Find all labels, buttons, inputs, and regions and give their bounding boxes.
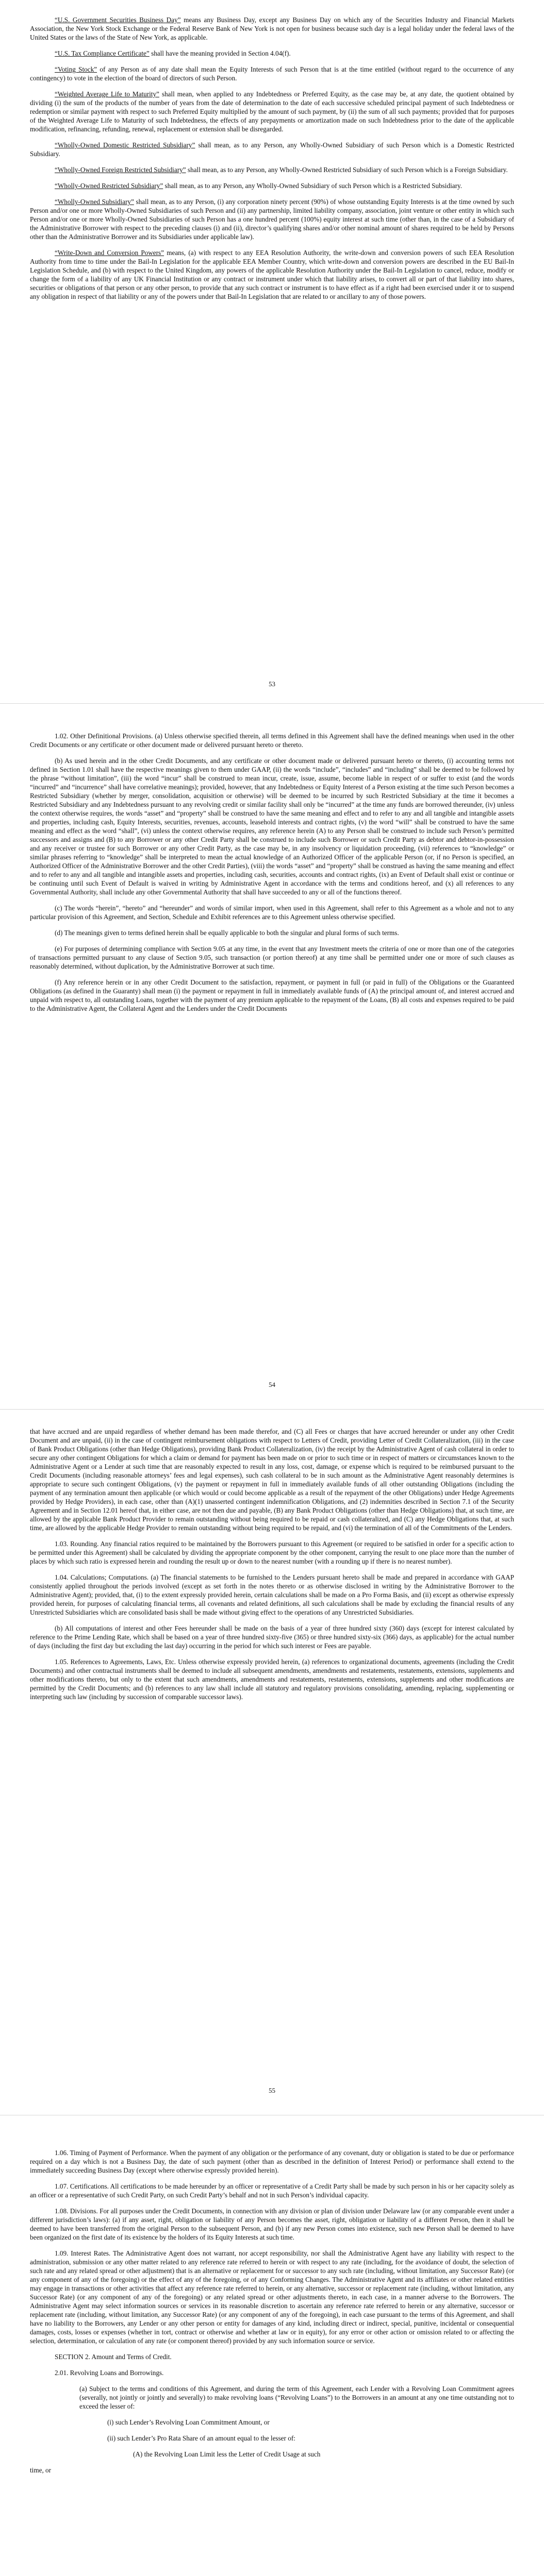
section-paragraph: (c) The words “herein”, “hereto” and “hereunder” and words of similar import, when used in this Agreement, shall refer to this Agreement as a whole and not to any particular provision of this Agreement, and Section, Schedule and Exhibit references are to this Agreement unless otherwise specified.	[30, 904, 514, 921]
section-paragraph: that have accrued and are unpaid regardless of whether demand has been made therefor, and (C) all Fees or charges that have accrued hereunder or under any other Credit Document and are unpaid, (ii) in the case of contingent reimbursement obligations with respect to Letters of Credit, providing Letter of Credit Collateralization, (iii) in the case of Bank Product Obligations (other than Hedge Obligations), providing Bank Product Collateralization, (iv) the receipt by the Administrative Agent of cash collateral in order to secure any other contingent Obligations for which a claim or demand for payment has been made on or prior to such time or in respect of matters or circumstances known to the Administrative Agent or a Lender at such time that are reasonably expected to result in any loss, cost, damage, or expense which is required to be reimbursed pursuant to the Credit Documents (including reasonable attorneys’ fees and legal expenses), such cash collateral to be in such amount as the Administrative Agent reasonably determines is appropriate to secure such contingent Obligations, (v) the payment or repayment in full in immediately available funds of all other outstanding Obligations (including the payment of any termination amount then applicable (or which would or could become applicable as a result of the repayment of the other Obligations) under Hedge Agreements provided by Hedge Providers), in each case, other than (A)(1) unasserted contingent indemnification Obligations, and (2) indemnities described in Section 7.1 of the Security Agreement and in Section 12.01 hereof that, in either case, are not then due and payable, (B) any Bank Product Obligations (other than Hedge Obligations) that, at such time, are allowed by the applicable Bank Product Provider to remain outstanding without being required to be repaid or cash collateralized, and (C) any Hedge Obligations that, at such time, are allowed by the applicable Hedge Provider to remain outstanding without being required to be repaid, and (vi) the termination of all of the Commitments of the Lenders.	[30, 1428, 514, 1532]
page-56	[0, 2117, 544, 2576]
section-paragraph: (b) As used herein and in the other Credit Documents, and any certificate or other document made or delivered pursuant hereto or thereto, (i) accounting terms not defined in Section 1.01 shall have the respective meanings given to them under GAAP, (ii) the words “include”, “includes” and “including” shall be deemed to be followed by the phrase “without limitation”, (iii) the word “incur” shall be construed to mean incur, create, issue, assume, become liable in respect of or suffer to exist (and the words “incurred” and “incurrence” shall have correlative meanings); provided, however, that any Indebtedness or Equity Interest of a Person existing at the time such Person becomes a Restricted Subsidiary (whether by merger, consolidation, acquisition or otherwise) will be deemed to be incurred by such Restricted Subsidiary at the time it becomes a Restricted Subsidiary and any Indebtedness pursuant to any revolving credit or similar facility shall only be “incurred” at the time any funds are borrowed thereunder, (iv) unless the context otherwise requires, the words “asset” and “property” shall be construed to have the same meaning and effect and to refer to any and all tangible and intangible assets and properties, including cash, Equity Interests, securities, revenues, accounts, leasehold interests and contract rights, (v) the word “will” shall be construed to have the same meaning and effect as the word “shall”, (vi) unless the context otherwise requires, any reference herein (A) to any Person shall be construed to include such Person’s permitted successors and assigns and (B) to any Borrower or any other Credit Party shall be construed to include such Borrower or such Credit Party as debtor and debtor-in-possession and any receiver or trustee for such Borrower or any other Credit Party, as the case may be, in any insolvency or liquidation proceeding, (vii) references to “knowledge” or similar phrases referring to “knowledge” shall be interpreted to mean the actual knowledge of an Authorized Officer of the applicable Person (or, if no Person is specified, an Authorized Officer of the Administrative Borrower and the other Credit Parties), (viii) the words “asset” and “property” shall be construed as having the same meaning and effect and to refer to any and all tangible and intangible assets and properties, including cash, securities, accounts and contract rights, (ix) an Event of Default shall exist or continue or be continuing until such Event of Default is waived in writing by Administrative Agent in accordance with the terms and conditions hereof, and (x) all references to any Governmental Authority, shall include any other Governmental Authority that shall have succeeded to any or all of the functions thereof.	[30, 757, 514, 896]
page-54	[0, 706, 544, 1406]
section-paragraph: 1.03. Rounding. Any financial ratios required to be maintained by the Borrowers pursuant to this Agreement (or required to be satisfied in order for a specific action to be permitted under this Agreement) shall be calculated by dividing the appropriate component by the other component, carrying the result to one place more than the number of places by which such ratio is expressed herein and rounding the result up or down to the nearest number (with a rounding up if there is no nearest number).	[30, 1540, 514, 1565]
list-item: (ii) such Lender’s Pro Rata Share of an amount equal to the lesser of:	[107, 2434, 295, 2442]
section-heading: SECTION 2. Amount and Terms of Credit.	[55, 2353, 172, 2361]
section-paragraph: 1.02. Other Definitional Provisions. (a) Unless otherwise specified therein, all terms defined in this Agreement shall have the defined meanings when used in the other Credit Documents or any certificate or other document made or delivered pursuant hereto or thereto.	[30, 732, 514, 749]
section-paragraph: 1.04. Calculations; Computations. (a) The financial statements to be furnished to the Lenders pursuant hereto shall be made and prepared in accordance with GAAP consistently applied throughout the periods involved (except as set forth in the notes thereto or as otherwise disclosed in writing by the Administrative Borrower to the Administrative Agent); provided, that, (i) to the extent expressly provided herein, certain calculations shall be made on a Pro Forma Basis, and (ii) except as otherwise expressly provided herein, for purposes of calculating financial terms, all covenants and related definitions, all such calculations shall be made by excluding the financial results of any Unrestricted Subsidiaries which are consolidated basis shall be made without giving effect to the operations of any Unrestricted Subsidiaries.	[30, 1573, 514, 1616]
list-item: (A) the Revolving Loan Limit less the Letter of Credit Usage at such	[133, 2450, 321, 2458]
page-number: 54	[269, 1381, 275, 1388]
definition-paragraph: “Wholly-Owned Foreign Restricted Subsidiary” shall mean, as to any Person, any Wholly-Owned Restricted Subsidiary of such Person which is a Foreign Subsidiary.	[55, 166, 508, 174]
section-paragraph: (d) The meanings given to terms defined herein shall be equally applicable to both the singular and plural forms of such terms.	[55, 929, 399, 937]
section-paragraph: 1.09. Interest Rates. The Administrative Agent does not warrant, nor accept responsibility, nor shall the Administrative Agent have any liability with respect to the administration, submission or any other matter related to any reference rate referred to herein or with respect to any rate (including, for the avoidance of doubt, the selection of such rate and any related spread or other adjustment) that is an alternative or replacement for or successor to any such rate (including, without limitation, any Successor Rate) (or any component of any of the foregoing) or the effect of any of the foregoing, or of any Conforming Changes. The Administrative Agent and its affiliates or other related entities may engage in transactions or other activities that affect any reference rate referred to herein, or any alternative, successor or replacement rate (including, without limitation, any Successor Rate) (or any component of any of the foregoing) or any related spread or other adjustments thereto, in each case, in a manner adverse to the Borrowers. The Administrative Agent may select information sources or services in its reasonable discretion to ascertain any reference rate referred to herein or any alternative, successor or replacement rate (including, without limitation, any Successor Rate) (or any component of any of the foregoing), in each case pursuant to the terms of this Agreement, and shall have no liability to the Borrowers, any Lender or any other person or entity for damages of any kind, including direct or indirect, special, punitive, incidental or consequential damages, costs, losses or expenses (whether in tort, contract or otherwise and whether at law or in equity), for any error or other action or omission related to or affecting the selection, determination, or calculation of any rate (or component thereof) provided by any such information source or service.	[30, 2249, 514, 2345]
sub-heading: 2.01. Revolving Loans and Borrowings.	[55, 2369, 164, 2377]
definition-paragraph: “Wholly-Owned Restricted Subsidiary” shall mean, as to any Person, any Wholly-Owned Subsidiary of such Person which is a Restricted Subsidiary.	[55, 182, 463, 190]
section-paragraph: (e) For purposes of determining compliance with Section 9.05 at any time, in the event that any Investment meets the criteria of one or more than one of the categories of transactions permitted pursuant to any clause of Section 9.05, such transaction (or portion thereof) at any time shall be permitted under one or more of such clauses as reasonably determined, without duplication, by the Administrative Borrower at such time.	[30, 945, 514, 970]
definition-paragraph: “Weighted Average Life to Maturity” shall mean, when applied to any Indebtedness or Preferred Equity, as the case may be, at any date, the quotient obtained by dividing (i) the sum of the products of the number of years from the date of determination to the date of each successive scheduled principal payment of such Indebtedness or redemption or similar payment with respect to such Preferred Equity multiplied by the amount of such payment, by (ii) the sum of all such payments; provided that for purposes of the Weighted Average Life to Maturity of such Indebtedness, the effects of any prepayments or amortization made on such Indebtedness prior to the date of the applicable modification, refinancing, refunding, renewal, replacement or extension shall be disregarded.	[30, 90, 514, 133]
definition-paragraph: “U.S. Tax Compliance Certificate” shall have the meaning provided in Section 4.04(f).	[55, 49, 291, 57]
section-paragraph: 1.07. Certifications. All certifications to be made hereunder by an officer or representative of a Credit Party shall be made by such person in his or her capacity solely as an officer or a representative of such Credit Party, on such Credit Party’s behalf and not in such Person’s individual capacity.	[30, 2182, 514, 2199]
list-item: (i) such Lender’s Revolving Loan Commitment Amount, or	[107, 2418, 270, 2426]
page-separator	[0, 1409, 544, 1410]
page-53	[0, 0, 544, 701]
section-paragraph: 1.08. Divisions. For all purposes under the Credit Documents, in connection with any division or plan of division under Delaware law (or any comparable event under a different jurisdiction’s laws): (a) if any asset, right, obligation or liability of any Person becomes the asset, right, obligation or liability of a different Person, then it shall be deemed to have been transferred from the original Person to the subsequent Person, and (b) if any new Person comes into existence, such new Person shall be deemed to have been organized on the first date of its existence by the holders of its Equity Interests at such time.	[30, 2207, 514, 2241]
definition-paragraph: “Voting Stock” of any Person as of any date shall mean the Equity Interests of such Person that is at the time entitled (without regard to the occurrence of any contingency) to vote in the election of the board of directors of such Person.	[30, 65, 514, 82]
definition-paragraph: “Wholly-Owned Subsidiary” shall mean, as to any Person, (i) any corporation ninety percent (90%) of whose outstanding Equity Interests is at the time owned by such Person and/or one or more Wholly-Owned Subsidiaries of such Person and (ii) any partnership, limited liability company, association, joint venture or other entity in which such Person and/or one or more Wholly-Owned Subsidiaries of such Person has a one hundred percent (100%) equity interest at such time (other than, in the case of a Subsidiary of the Administrative Borrower with respect to the preceding clauses (i) and (ii), director’s qualifying shares and/or other nominal amount of shares required to be held by Persons other than the Administrative Borrower and its Subsidiaries under applicable law).	[30, 198, 515, 241]
section-paragraph: (a) Subject to the terms and conditions of this Agreement, and during the term of this Agreement, each Lender with a Revolving Loan Commitment agrees (severally, not jointly or jointly and severally) to make revolving loans (“Revolving Loans”) to the Borrowers in an amount at any one time outstanding not to exceed the lesser of:	[79, 2385, 514, 2410]
definition-paragraph: “Write-Down and Conversion Powers” means, (a) with respect to any EEA Resolution Authority, the write-down and conversion powers of such EEA Resolution Authority from time to time under the Bail-In Legislation for the applicable EEA Member Country, which write-down and conversion powers are described in the EU Bail-In Legislation Schedule, and (b) with respect to the United Kingdom, any powers of the applicable Resolution Authority under the Bail-In Legislation to cancel, reduce, modify or change the form of a liability of any UK Financial Institution or any contract or instrument under which that liability arises, to convert all or part of that liability into shares, securities or obligations of that person or any other person, to provide that any such contract or instrument is to have effect as if a right had been exercised under it or to suspend any obligation in respect of that liability or any of the powers under that Bail-In Legislation that are related to or ancillary to any of those powers.	[30, 249, 515, 300]
continuation-text: time, or	[30, 2466, 52, 2474]
page-55	[0, 1412, 544, 2112]
section-paragraph: (b) All computations of interest and other Fees hereunder shall be made on the basis of a year of three hundred sixty (360) days (except for interest calculated by reference to the Prime Lending Rate, which shall be based on a year of three hundred sixty-five (365) or three hundred sixty-six (366) days, as applicable) for the actual number of days (including the first day but excluding the last day) occurring in the period for which such interest or Fees are payable.	[30, 1624, 514, 1650]
section-paragraph: 1.05. References to Agreements, Laws, Etc. Unless otherwise expressly provided herein, (a) references to organizational documents, agreements (including the Credit Documents) and other contractual instruments shall be deemed to include all subsequent amendments, amendments and restatements, restatements, extensions, supplements and other modifications thereto, but only to the extent that such amendments, amendments and restatements, restatements, extensions, supplements and other modifications are permitted by the Credit Documents; and (b) references to any law shall include all statutory and regulatory provisions consolidating, amending, replacing, supplementing or interpreting such law (including by succession of comparable successor laws).	[30, 1658, 514, 1701]
page-number: 53	[269, 680, 275, 688]
section-paragraph: 1.06. Timing of Payment of Performance. When the payment of any obligation or the performance of any covenant, duty or obligation is stated to be due or performance required on a day which is not a Business Day, the date of such payment (other than as described in the definition of Interest Period) or performance shall extend to the immediately succeeding Business Day (except where otherwise expressly provided herein).	[30, 2149, 514, 2174]
definition-paragraph: “U.S. Government Securities Business Day” means any Business Day, except any Business Day on which any of the Securities Industry and Financial Markets Association, the New York Stock Exchange or the Federal Reserve Bank of New York is not open for business because such day is a legal holiday under the federal laws of the United States or the laws of the State of New York, as applicable.	[30, 16, 514, 41]
page-separator	[0, 703, 544, 704]
page-number: 55	[269, 2087, 275, 2094]
section-paragraph: (f) Any reference herein or in any other Credit Document to the satisfaction, repayment, or payment in full (or paid in full) of the Obligations or the Guaranteed Obligations (as defined in the Guaranty) shall mean (i) the payment or repayment in full in immediately available funds of (A) the principal amount of, and interest accrued and unpaid with respect to, all outstanding Loans, together with the payment of any premium applicable to the repayment of the Loans, (B) all costs and expenses required to be paid to the Administrative Agent, the Collateral Agent and the Lenders under the Credit Documents	[30, 978, 514, 1012]
definition-paragraph: “Wholly-Owned Domestic Restricted Subsidiary” shall mean, as to any Person, any Wholly-Owned Subsidiary of such Person which is a Domestic Restricted Subsidiary.	[30, 141, 514, 158]
